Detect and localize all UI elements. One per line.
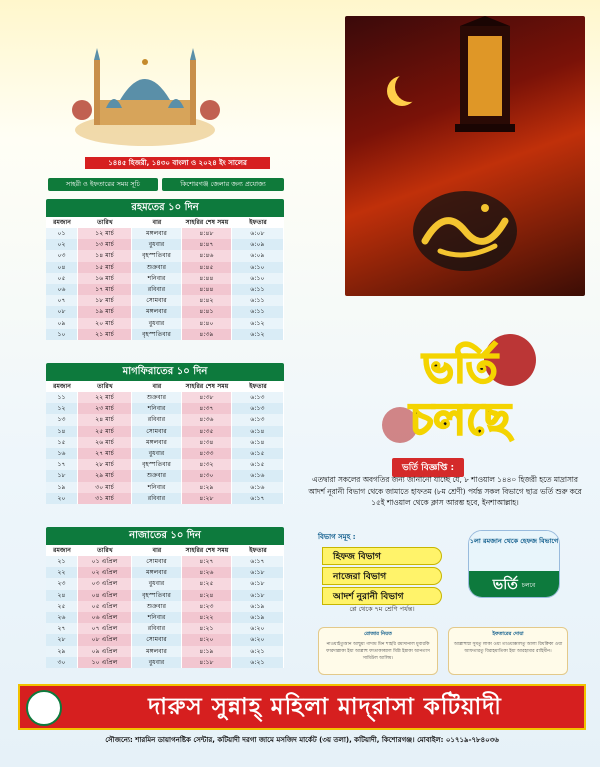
table-header-row <box>46 217 284 228</box>
table-cell: ৩০ মার্চ <box>78 482 132 493</box>
table-cell: ৪:৩৭ <box>182 403 232 414</box>
table-row <box>46 470 284 481</box>
district-label-text: কিশোরগঞ্জ জেলার জন্য প্রযোজ্য <box>180 180 266 188</box>
table-row <box>46 414 284 425</box>
table-cell: ৪:৪১ <box>182 306 232 317</box>
table-row <box>46 284 284 295</box>
table-cell: ৪:৩৬ <box>182 414 232 425</box>
table-cell: ৬:০৮ <box>232 228 284 239</box>
table-cell: ২২ মার্চ <box>78 392 132 403</box>
table-cell: ৪:৩২ <box>182 459 232 470</box>
departments-heading: বিভাগ সমূহ : <box>318 533 356 541</box>
table-cell: ৬:১৩ <box>232 403 284 414</box>
table-cell: ৪:৩০ <box>182 470 232 481</box>
table-cell: ১৬ <box>46 448 78 459</box>
table-cell: ২৩ <box>46 578 78 589</box>
table-cell: ৪:৩৩ <box>182 448 232 459</box>
table-row <box>46 567 284 578</box>
table-cell: ১৬ মার্চ <box>78 273 132 284</box>
table-cell: ৪:৩৫ <box>182 426 232 437</box>
table-row <box>46 306 284 317</box>
table-cell: রবিবার <box>132 493 182 504</box>
table-cell: ৪:২০ <box>182 634 232 645</box>
table-cell: ১৭ <box>46 459 78 470</box>
table-cell: ৪:৪৪ <box>182 284 232 295</box>
table-cell: ৬:১৩ <box>232 414 284 425</box>
district-label <box>162 178 284 191</box>
table-cell: ২৮ মার্চ <box>78 459 132 470</box>
table-cell: ৬:১৫ <box>232 448 284 459</box>
table-cell: ০১ এপ্রিল <box>78 556 132 567</box>
table-cell: ৪:২১ <box>182 623 232 634</box>
table-cell: ৬:১০ <box>232 262 284 273</box>
table-row <box>46 493 284 504</box>
table-cell: ১৮ মার্চ <box>78 295 132 306</box>
table-cell: ৪:২৩ <box>182 601 232 612</box>
table-cell: ৪:৪২ <box>182 295 232 306</box>
table-row <box>46 556 284 567</box>
table-row <box>46 578 284 589</box>
table-cell: ৬:০৯ <box>232 250 284 261</box>
table-row <box>46 250 284 261</box>
table-cell: ৪:৪০ <box>182 318 232 329</box>
table-row <box>46 646 284 657</box>
table-cell: ৪:৪৪ <box>182 273 232 284</box>
table-cell: মঙ্গলবার <box>132 306 182 317</box>
lantern-icon <box>440 16 530 146</box>
table-title: রহমতের ১০ দিন <box>46 199 284 217</box>
department-nazera: নাজেরা বিভাগ <box>322 567 442 585</box>
column-header: ইফতার <box>249 383 267 390</box>
table-cell: ১৫ <box>46 437 78 448</box>
table-cell: বুধবার <box>132 448 182 459</box>
table-cell: বুধবার <box>132 318 182 329</box>
table-cell: ৪:২৭ <box>182 556 232 567</box>
table-cell: ৩০ <box>46 657 78 668</box>
table-cell: বুধবার <box>132 578 182 589</box>
table-cell: ৪:৪৫ <box>182 262 232 273</box>
table-row <box>46 623 284 634</box>
table-cell: ৬:১১ <box>232 284 284 295</box>
table-cell: ১৪ মার্চ <box>78 250 132 261</box>
table-cell: ৬:১৮ <box>232 567 284 578</box>
table-cell: ২১ <box>46 556 78 567</box>
table-cell: ৬:১৭ <box>232 493 284 504</box>
table-header-row <box>46 545 284 556</box>
table-cell: মঙ্গলবার <box>132 567 182 578</box>
table-cell: ১৮ <box>46 470 78 481</box>
table-cell: শুক্রবার <box>132 392 182 403</box>
table-cell: ১৩ <box>46 414 78 425</box>
table-cell: ৬:১৪ <box>232 426 284 437</box>
table-cell: ০৪ <box>46 262 78 273</box>
admission-headline <box>370 330 550 450</box>
table-cell: সোমবার <box>132 556 182 567</box>
table-row <box>46 482 284 493</box>
table-cell: ৬:১১ <box>232 295 284 306</box>
headline-line-2: চলছে <box>409 394 511 445</box>
crescent-moon-icon <box>395 72 425 102</box>
table-cell: শনিবার <box>132 612 182 623</box>
table-cell: রবিবার <box>132 284 182 295</box>
badge-side-text: চলবে <box>521 581 536 589</box>
table-magfirat <box>46 363 284 504</box>
year-ribbon <box>85 157 270 169</box>
table-cell: ২২ <box>46 567 78 578</box>
table-cell: বৃহস্পতিবার <box>132 459 182 470</box>
table-cell: ২০ মার্চ <box>78 318 132 329</box>
table-row <box>46 426 284 437</box>
table-cell: ৬:১৫ <box>232 459 284 470</box>
table-row <box>46 262 284 273</box>
table-cell: ৬:২১ <box>232 657 284 668</box>
table-row <box>46 601 284 612</box>
table-rahmat <box>46 199 284 340</box>
table-cell: ৬:১৬ <box>232 482 284 493</box>
department-hifz: হিফজ বিভাগ <box>322 547 442 565</box>
ramadan-calligraphy <box>410 186 520 276</box>
table-cell: ১৪ <box>46 426 78 437</box>
table-row <box>46 657 284 668</box>
table-cell: বৃহস্পতিবার <box>132 329 182 340</box>
table-cell: ৬:২০ <box>232 634 284 645</box>
table-cell: শনিবার <box>132 273 182 284</box>
madrasa-logo <box>26 690 62 726</box>
column-header: তারিখ <box>97 383 113 390</box>
column-header: বার <box>152 383 162 390</box>
table-cell: ১৫ মার্চ <box>78 262 132 273</box>
table-cell: ২৭ মার্চ <box>78 448 132 459</box>
column-header: ইফতার <box>249 219 267 226</box>
table-row <box>46 318 284 329</box>
column-header: রমজান <box>53 219 71 226</box>
table-cell: ৪:৩৯ <box>182 329 232 340</box>
column-header: তারিখ <box>97 547 113 554</box>
table-cell: ৬:১৪ <box>232 437 284 448</box>
table-row <box>46 228 284 239</box>
ramadan-photo <box>345 16 585 296</box>
column-header: বার <box>152 547 162 554</box>
column-header: বার <box>152 219 162 226</box>
department-nurani: আদর্শ নুরানী বিভাগ <box>322 587 442 605</box>
table-cell: ০২ <box>46 239 78 250</box>
table-cell: ৪:৩৮ <box>182 392 232 403</box>
table-cell: ২৮ <box>46 634 78 645</box>
table-cell: ৪:৪৮ <box>182 228 232 239</box>
table-row <box>46 590 284 601</box>
column-header: রমজান <box>53 547 71 554</box>
table-cell: শুক্রবার <box>132 470 182 481</box>
table-cell: ৪:৪৭ <box>182 239 232 250</box>
table-cell: ১৩ মার্চ <box>78 239 132 250</box>
table-cell: ২৩ মার্চ <box>78 403 132 414</box>
table-row <box>46 392 284 403</box>
table-cell: বুধবার <box>132 657 182 668</box>
table-title: নাজাতের ১০ দিন <box>46 527 284 545</box>
table-cell: ০৬ এপ্রিল <box>78 612 132 623</box>
card-title: ইফতারের দোয়া <box>492 631 524 637</box>
sponsor-footer: সৌজন্যে: শারমিন ডায়াগনষ্টিক সেন্টার, কটিয়াদী দরগা জামে মসজিদ মার্কেট (৩য় তলা), কটিয়াদী, কিশোরগঞ্জ। মোবাইল: ০১৭১৯-৭৮৪০৩৬ <box>105 736 499 744</box>
table-cell: ১৯ মার্চ <box>78 306 132 317</box>
table-cell: ৪:৩৪ <box>182 437 232 448</box>
card-text: নাওয়াইতুআন আছুমা গাদাম মিন শাহরি রমাদানাল মুবারকি ফারদাল্লাকা ইয়া আল্লাহু ফাতাকাব্বাল মিন্নি ইন্নাকা আনতাস সামিউল আলিম। <box>326 642 430 661</box>
table-header-row <box>46 381 284 392</box>
table-cell: ১০ এপ্রিল <box>78 657 132 668</box>
table-cell: ১২ মার্চ <box>78 228 132 239</box>
table-row <box>46 459 284 470</box>
table-title: মাগফিরাতের ১০ দিন <box>46 363 284 381</box>
table-cell: ৪:২৬ <box>182 567 232 578</box>
table-cell: ০৩ <box>46 250 78 261</box>
table-cell: ৬:১৯ <box>232 601 284 612</box>
table-cell: ১১ <box>46 392 78 403</box>
table-cell: ৬:১৮ <box>232 590 284 601</box>
table-cell: ৬:১২ <box>232 329 284 340</box>
table-cell: ০৫ এপ্রিল <box>78 601 132 612</box>
table-row <box>46 329 284 340</box>
headline-line-1: ভর্তি <box>422 343 498 392</box>
table-cell: ৪:৪৬ <box>182 250 232 261</box>
table-cell: রবিবার <box>132 623 182 634</box>
table-cell: শুক্রবার <box>132 262 182 273</box>
year-line: ১৪৪৫ হিজরী, ১৪৩০ বাংলা ও ২০২৪ ইং সালের <box>108 159 247 167</box>
table-cell: ০১ <box>46 228 78 239</box>
table-cell: ৬:০৯ <box>232 239 284 250</box>
table-cell: ০২ এপ্রিল <box>78 567 132 578</box>
table-cell: ০৮ এপ্রিল <box>78 634 132 645</box>
table-cell: ৪:২২ <box>182 612 232 623</box>
table-cell: ৪:২৪ <box>182 590 232 601</box>
table-cell: ৬:১১ <box>232 306 284 317</box>
table-cell: ০৭ এপ্রিল <box>78 623 132 634</box>
notice-body: এতদ্বারা সকলের অবগতির জন্য জানানো যাচ্ছে যে, ৮ শাওয়াল ১৪৪০ হিজরী হতে মাদ্রাসার আদর্শ নূরানী বিভাগ থেকে জামাতে হাফতম (৮ম শ্রেণী) পর্যন্ত সকল বিভাগে ছাত্র ভর্তি শুরু করে ১৫ই শাওয়াল থেকে ক্লাস আরম্ভ হবে, ইনশাআল্লাহ। <box>308 475 582 507</box>
table-cell: ৪:২৮ <box>182 493 232 504</box>
table-cell: ৪:১৮ <box>182 657 232 668</box>
table-cell: ১২ <box>46 403 78 414</box>
table-cell: ০৩ এপ্রিল <box>78 578 132 589</box>
table-cell: সোমবার <box>132 295 182 306</box>
table-cell: ২৭ <box>46 623 78 634</box>
madrasa-name: দারুস সুন্নাহ্ মহিলা মাদ্‌রাসা কটিয়াদী <box>148 693 502 720</box>
table-cell: মঙ্গলবার <box>132 228 182 239</box>
table-row <box>46 403 284 414</box>
table-cell: ৬:১৮ <box>232 578 284 589</box>
table-cell: ৬:১৩ <box>232 392 284 403</box>
table-cell: ৬:১৬ <box>232 470 284 481</box>
table-cell: ০৯ এপ্রিল <box>78 646 132 657</box>
table-cell: ২৬ মার্চ <box>78 437 132 448</box>
table-cell: সোমবার <box>132 426 182 437</box>
schedule-label-text: সাহরী ও ইফতারের সময় সূচি <box>65 180 141 188</box>
badge-main-text: ভর্তি <box>492 577 518 593</box>
table-cell: ৩১ মার্চ <box>78 493 132 504</box>
card-text: আল্লাহুম্মা সুমতু লাকা ওয়া তাওয়াক্কালতু আলা রিযক্বিকা ওয়া আফতারতু বিরাহমাতিকা ইয়া আরহামার রাহিমীন। <box>453 642 563 654</box>
badge-top-text: ১লা রমজান থেকে হেফজ বিভাগে <box>469 531 559 571</box>
card-title: রোজার নিয়ত <box>364 631 392 637</box>
dua-card-iftar <box>448 627 568 675</box>
column-header: সাহরির শেষ সময় <box>185 383 229 390</box>
table-cell: ২৬ <box>46 612 78 623</box>
table-cell: ৬:১৭ <box>232 556 284 567</box>
table-cell: শুক্রবার <box>132 601 182 612</box>
table-cell: সোমবার <box>132 634 182 645</box>
madrasa-banner <box>18 684 586 730</box>
table-cell: ৬:১০ <box>232 273 284 284</box>
table-row <box>46 295 284 306</box>
table-cell: ১০ <box>46 329 78 340</box>
table-row <box>46 437 284 448</box>
column-header: রমজান <box>53 383 71 390</box>
table-cell: ২৫ মার্চ <box>78 426 132 437</box>
mosque-illustration <box>70 30 220 150</box>
table-row <box>46 273 284 284</box>
table-cell: ৪:১৯ <box>182 646 232 657</box>
column-header: সাহরির শেষ সময় <box>185 547 229 554</box>
table-cell: ০৫ <box>46 273 78 284</box>
table-cell: ৬:১২ <box>232 318 284 329</box>
table-cell: ০৪ এপ্রিল <box>78 590 132 601</box>
table-cell: ১৭ মার্চ <box>78 284 132 295</box>
departments-note: প্লে থেকে ৭ম শ্রেণি পর্যন্ত। <box>349 605 415 613</box>
column-header: তারিখ <box>97 219 113 226</box>
schedule-label <box>48 178 158 191</box>
table-cell: ৪:২৫ <box>182 578 232 589</box>
table-cell: বৃহস্পতিবার <box>132 250 182 261</box>
table-cell: ৬:২১ <box>232 646 284 657</box>
table-cell: ০৬ <box>46 284 78 295</box>
table-cell: শনিবার <box>132 482 182 493</box>
table-row <box>46 448 284 459</box>
table-cell: ২৪ মার্চ <box>78 414 132 425</box>
table-najat <box>46 527 284 668</box>
table-cell: ০৭ <box>46 295 78 306</box>
table-cell: শনিবার <box>132 403 182 414</box>
table-cell: ৬:১৯ <box>232 612 284 623</box>
column-header: সাহরির শেষ সময় <box>185 219 229 226</box>
table-cell: রবিবার <box>132 414 182 425</box>
table-cell: ২০ <box>46 493 78 504</box>
table-cell: ৬:২০ <box>232 623 284 634</box>
table-cell: বৃহস্পতিবার <box>132 590 182 601</box>
table-cell: ১৯ <box>46 482 78 493</box>
table-cell: মঙ্গলবার <box>132 646 182 657</box>
table-row <box>46 612 284 623</box>
table-cell: ২৯ <box>46 646 78 657</box>
hifz-admission-badge <box>468 530 560 598</box>
table-cell: ০৮ <box>46 306 78 317</box>
column-header: ইফতার <box>249 547 267 554</box>
table-row <box>46 634 284 645</box>
dua-card-niyat <box>318 627 438 675</box>
badge-bottom <box>469 571 559 598</box>
notice-tag: ভর্তি বিজ্ঞপ্তি : <box>392 458 464 477</box>
table-row <box>46 239 284 250</box>
table-cell: ২৯ মার্চ <box>78 470 132 481</box>
table-cell: ৪:২৯ <box>182 482 232 493</box>
table-cell: ২১ মার্চ <box>78 329 132 340</box>
table-cell: ২৫ <box>46 601 78 612</box>
table-cell: ০৯ <box>46 318 78 329</box>
table-cell: মঙ্গলবার <box>132 437 182 448</box>
table-cell: বুধবার <box>132 239 182 250</box>
table-cell: ২৪ <box>46 590 78 601</box>
